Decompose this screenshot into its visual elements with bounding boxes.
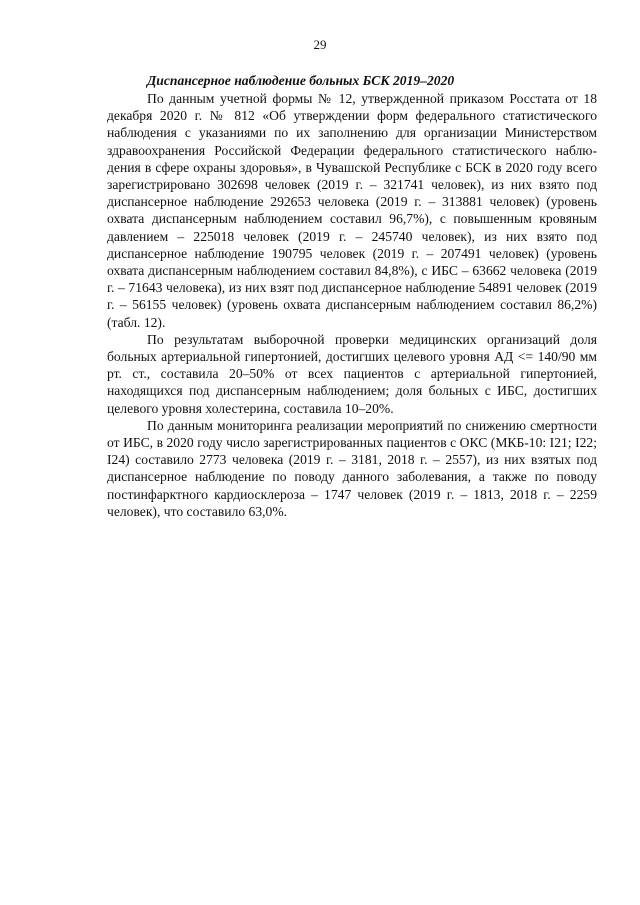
section-title: Диспансерное наблюдение больных БСК 2019–2020 <box>147 73 455 88</box>
paragraph-registration-stats: По данным учетной формы № 12, утвержденной приказом Росстата от 18 декабря 2020 г. № 812 «Об утверждении форм федерального статистического наблюдения с указаниями по их заполнению для организации Министерством здравоохранения Российской Федерации федерального статистического наблюдения в сфере охраны здоровья», в Чувашской Республике с БСК в 2020 году всего зарегистрировано 302698 человек (2019 г. – 321741 человек), из них взято под диспансерное наблюдение 292653 человека (2019 г. – 313881 человек) (уровень охвата диспансерным наблюдением составил 96,7%), с повышенным кровяным давлением – 225018 человек (2019 г. – 245740 человек), из них взято под диспансерное наблюдение 190795 человек (2019 г. – 207491 человек) (уровень охвата диспансерным наблюдением составил 84,8%), с ИБС – 63662 человека (2019 г. – 71643 человека), из них взят под диспансерное наблюдение 54891 человек (2019 г. – 56155 человек) (уровень охвата диспансерным наблюдением составил 86,2%) (табл. 12). <box>107 91 597 330</box>
document-body <box>107 72 597 520</box>
page-number: 29 <box>313 37 327 52</box>
paragraph-target-levels: По результатам выборочной проверки медицинских организаций доля больных артериальной гипертонией, достигших целевого уровня АД <= 140/90 мм рт. ст., составила 20–50% от всех пациентов с артериальной гипертонией, находящихся под диспансерным наблюдением; доля больных с ИБС, достигших целевого уровня холестерина, составила 10–20%. <box>107 331 597 416</box>
paragraph-acs-monitoring: По данным мониторинга реализации мероприятий по снижению смертности от ИБС, в 2020 году число зарегистрированных пациентов с ОКС (МКБ-10: I21; I22; I24) составило 2773 человека (2019 г. – 3181, 2018 г. – 2557), из них взятых под диспансерное наблюдение по поводу данного заболевания, а также по поводу постинфарктного кардиосклероза – 1747 человек (2019 г. – 1813, 2018 г. – 2259 человек), что составило 63,0%. <box>107 417 597 519</box>
